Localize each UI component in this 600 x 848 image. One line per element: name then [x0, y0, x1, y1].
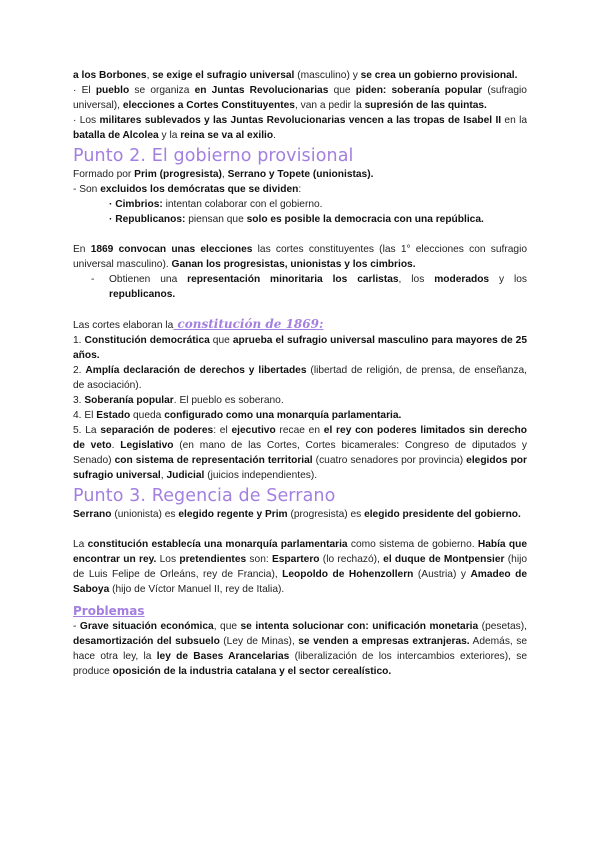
constitution-item-5: 5. La separación de poderes: el ejecutivo recae en el rey con poderes limitados sin derecho de veto. Legislativo (en mano de las Cortes, Cortes bicamerales: Congreso de diputados y Senado) con sistema de representación territorial (cuatro senadores por provincia) elegidos por sufragio universal, Judicial (juicios independientes).	[73, 425, 527, 481]
section3-heading: Punto 3. Regencia de Serrano	[73, 486, 336, 506]
intro-paragraph-2: · El pueblo se organiza en Juntas Revolucionarias que piden: soberanía popular (sufragio universal), elecciones a Cortes Constituyentes, van a pedir la supresión de las quintas.	[73, 85, 527, 111]
constitution-1869-title: constitución de 1869:	[173, 317, 324, 331]
problems-paragraph: - Grave situación económica, que se intenta solucionar con: unificación monetaria (pesetas), desamortización del subsuelo (Ley de Minas), se venden a empresas extranjeras. Además, se hace otra ley, la ley de Bases Arancelarias (liberalización de los intercambios exteriores), se produce oposición de la industria catalana y el sector cerealístico.	[73, 621, 527, 677]
document-content	[73, 68, 527, 679]
section2-heading: Punto 2. El gobierno provisional	[73, 146, 354, 166]
constitution-item-1: 1. Constitución democrática que aprueba el sufragio universal masculino para mayores de 25 años.	[73, 335, 527, 361]
problems-heading: Problemas	[73, 604, 145, 618]
constitution-item-4: 4. El Estado queda configurado como una monarquía parlamentaria.	[73, 410, 402, 421]
intro-paragraph-1: a los Borbones, se exige el sufragio universal (masculino) y se crea un gobierno provisional.	[73, 70, 518, 81]
gov-formed-paragraph: Formado por Prim (progresista), Serrano y Topete (unionistas).	[73, 169, 374, 180]
regency-paragraph: Serrano (unionista) es elegido regente y Prim (progresista) es elegido presidente del gobierno.	[73, 509, 521, 520]
elections-paragraph: En 1869 convocan unas elecciones las cortes constituyentes (las 1° elecciones con sufragio universal masculino). Ganan los progresistas, unionistas y los cimbrios.	[73, 244, 528, 270]
monarchy-paragraph: La constitución establecía una monarquía parlamentaria como sistema de gobierno. Había que encontrar un rey. Los pretendientes son: Espartero (lo rechazó), el duque de Montpensier (hijo de Luis Felipe de Orleáns, rey de Francia), Leopoldo de Hohenzollern (Austria) y Amadeo de Saboya (hijo de Víctor Manuel II, rey de Italia).	[73, 539, 528, 595]
excluded-paragraph: - Son excluidos los demócratas que se dividen:	[73, 184, 302, 195]
carlist-item: - Obtienen una representación minoritaria los carlistas, los moderados y los republicanos.	[91, 274, 528, 300]
cimbrios-item: · Cimbrios: intentan colaborar con el gobierno.	[109, 199, 323, 210]
constitution-item-2: 2. Amplía declaración de derechos y libertades (libertad de religión, de prensa, de enseñanza, de asociación).	[73, 365, 528, 391]
intro-paragraph-3: · Los militares sublevados y las Juntas Revolucionarias vencen a las tropas de Isabel II en la batalla de Alcolea y la reina se va al exilio.	[73, 115, 528, 141]
constitution-item-3: 3. Soberanía popular. El pueblo es soberano.	[73, 395, 284, 406]
republicanos-item: · Republicanos: piensan que solo es posible la democracia con una república.	[109, 214, 484, 225]
cortes-intro-paragraph: Las cortes elaboran la constitución de 1869:	[73, 317, 324, 331]
